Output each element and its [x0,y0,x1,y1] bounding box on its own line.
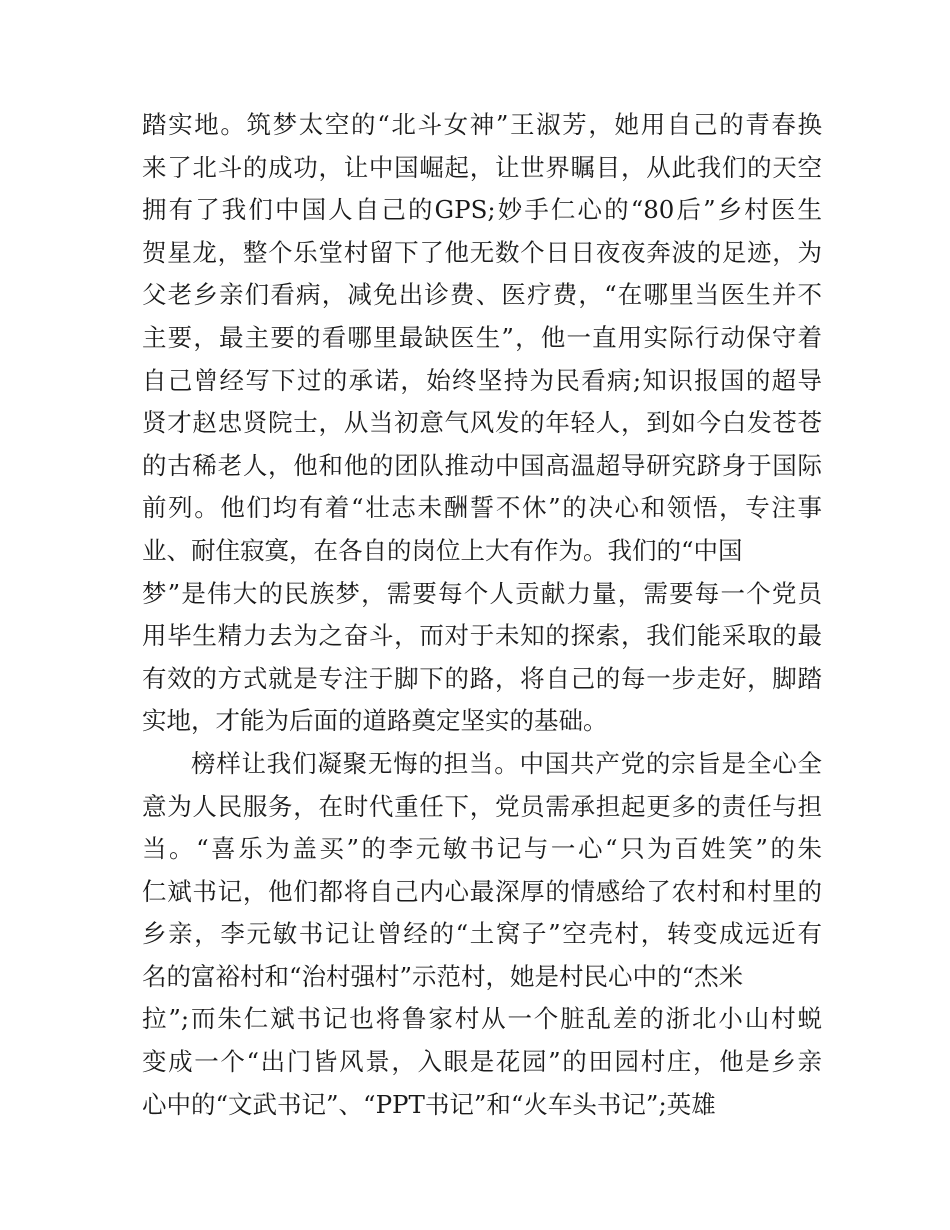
text-line: 贤才赵忠贤院士，从当初意气风发的年轻人，到如今白发苍苍 [142,408,822,438]
body-text [142,104,822,1126]
text-line: 踏实地。筑梦太空的“北斗女神”王淑芳，她用自己的青春换 [142,110,822,139]
text-line: 前列。他们均有着“壮志未酬誓不休”的决心和领悟，专注事 [142,493,822,523]
text-line: 用毕生精力去为之奋斗，而对于未知的探索，我们能采取的最 [142,621,822,651]
text-line: 来了北斗的成功，让中国崛起，让世界瞩目，从此我们的天空 [142,152,822,182]
paragraph-1 [142,104,822,743]
text-line: 业、耐住寂寞，在各自的岗位上大有作为。我们的“中国 [142,535,743,565]
text-line: 父老乡亲们看病，减免出诊费、医疗费，“在哪里当医生并不 [142,280,822,310]
text-line: 主要，最主要的看哪里最缺医生”，他一直用实际行动保守着 [142,322,822,352]
text-line: 自己曾经写下过的承诺，始终坚持为民看病;知识报国的超导 [142,365,822,395]
text-line: 拥有了我们中国人自己的GPS;妙手仁心的“80后”乡村医生 [142,195,822,225]
text-line: 当。“喜乐为盖买”的李元敏书记与一心“只为百姓笑”的朱 [142,834,822,864]
text-line: 的古稀老人，他和他的团队推动中国高温超导研究跻身于国际 [142,450,822,480]
text-line: 乡亲，李元敏书记让曾经的“土窝子”空壳村，转变成远近有 [142,919,822,949]
text-line: 名的富裕村和“治村强村”示范村，她是村民心中的“杰米 [142,961,744,991]
text-line: 榜样让我们凝聚无悔的担当。中国共产党的宗旨是全心全 [191,748,822,778]
text-line: 意为人民服务，在时代重任下，党员需承担起更多的责任与担 [142,791,822,821]
text-line: 心中的“文武书记”、“PPT书记”和“火车头书记”;英雄 [142,1089,716,1119]
text-line: 有效的方式就是专注于脚下的路，将自己的每一步走好，脚踏 [142,663,822,693]
text-line: 实地，才能为后面的道路奠定坚实的基础。 [142,706,608,736]
text-line: 变成一个“出门皆风景，入眼是花园”的田园村庄，他是乡亲 [142,1047,822,1077]
text-line: 拉”;而朱仁斌书记也将鲁家村从一个脏乱差的浙北小山村蜕 [142,1004,822,1034]
paragraph-2 [142,743,822,1126]
text-line: 梦”是伟大的民族梦，需要每个人贡献力量，需要每一个党员 [142,578,822,608]
text-line: 贺星龙，整个乐堂村留下了他无数个日日夜夜奔波的足迹，为 [142,237,822,267]
text-line: 仁斌书记，他们都将自己内心最深厚的情感给了农村和村里的 [142,876,822,906]
